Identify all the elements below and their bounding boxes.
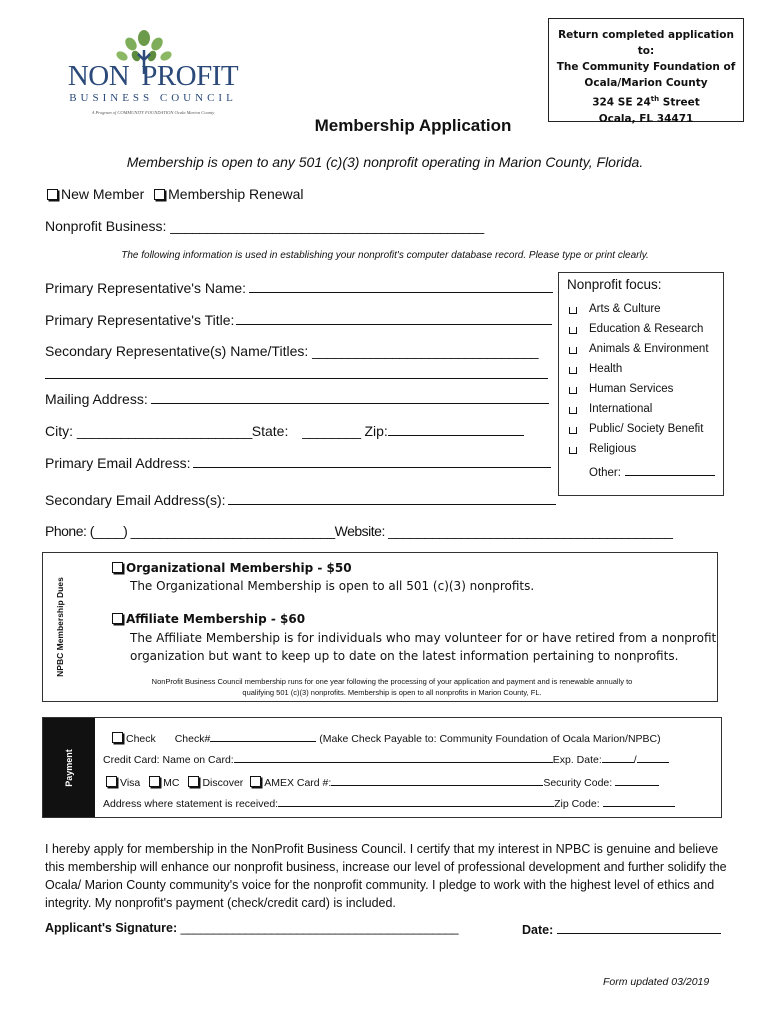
focus-checkbox[interactable] [569, 367, 577, 374]
card-type-row [106, 775, 659, 789]
focus-option[interactable]: Religious [569, 445, 577, 457]
logo-word-non: NON [67, 60, 130, 92]
focus-option[interactable]: Animals & Environment [569, 345, 577, 357]
mailing-address-label: Mailing Address: [45, 391, 148, 407]
mailing-address-row [45, 391, 549, 407]
statement-address-field[interactable] [278, 796, 554, 807]
affiliate-membership-title: Affiliate Membership - $60 [126, 612, 306, 626]
check-payable-note: (Make Check Payable to: Community Foundation of Ocala Marion/NPBC) [319, 733, 661, 745]
focus-checkbox[interactable] [569, 307, 577, 314]
logo-tagline: A Program of COMMUNITY FOUNDATION Ocala Marion County [91, 110, 215, 115]
zip-label: Zip: [364, 423, 388, 439]
mailing-address-field[interactable] [151, 391, 549, 404]
renewal-label: Membership Renewal [168, 186, 304, 202]
payment-side-bar [43, 718, 95, 817]
secondary-rep-row [45, 343, 538, 359]
mc-label: MC [163, 777, 180, 789]
security-code-field[interactable] [615, 775, 659, 786]
exp-year-field[interactable] [637, 752, 669, 763]
org-membership-desc: The Organizational Membership is open to all 501 (c)(3) nonprofits. [130, 579, 535, 593]
date-label: Date: [522, 923, 554, 937]
return-line-4: 324 SE 24th Street [592, 95, 700, 109]
statement-address-row [103, 796, 675, 810]
zip-code-label: Zip Code: [554, 798, 600, 810]
check-checkbox[interactable] [112, 732, 123, 743]
focus-option[interactable]: Arts & Culture [569, 305, 577, 317]
city-label: City: [45, 423, 73, 439]
visa-label: Visa [120, 777, 141, 789]
declaration-text: I hereby apply for membership in the NonProfit Business Council. I certify that my interest in NPBC is genuine and believe this membership will enhance our nonprofit business, increase our level of professional development and further solidify the Ocala/ Marion County community's voice for the nonprofit community. I pledge to work with the highest level of ethics and integrity. My nonprofit's payment (check/credit card) is included. [45, 842, 727, 910]
secondary-email-field[interactable] [228, 492, 556, 505]
signature-label: Applicant's Signature: [45, 921, 178, 935]
visa-checkbox[interactable] [106, 776, 117, 787]
focus-other-label: Other: [589, 467, 621, 479]
new-member-label: New Member [61, 186, 145, 202]
website-field[interactable]: Website: _______________________________________ [334, 523, 673, 539]
dues-side-label: NPBC Membership Dues [55, 577, 66, 677]
nonprofit-business-label: Nonprofit Business: [45, 218, 167, 234]
focus-option[interactable]: Human Services [569, 385, 577, 397]
nonprofit-focus-title: Nonprofit focus: [567, 277, 662, 292]
amex-label: AMEX Card #: [264, 777, 332, 789]
renewal-checkbox[interactable] [154, 189, 165, 200]
check-label: Check [126, 733, 156, 745]
primary-email-row [45, 455, 551, 471]
return-address-box [548, 18, 744, 125]
return-line-3: Ocala/Marion County [584, 77, 708, 89]
affiliate-membership-option[interactable] [112, 612, 305, 626]
affiliate-membership-desc-2: organization but want to keep up to date on the latest information pertaining to nonprofits. [130, 649, 679, 663]
dues-side-label-wrap [40, 553, 80, 701]
dues-note: NonProfit Business Council membership runs for one year following the processing of your application and payment and is renewable annually to qualifying 501 (c)(3) nonprofits. Membership is open to all nonprofits in Marion County, FL. [151, 677, 633, 697]
security-code-label: Security Code: [543, 777, 613, 789]
card-name-row: Credit Card: Name on Card: Exp. Date: / [103, 752, 669, 766]
exp-date-label: Exp. Date: [552, 754, 602, 766]
zip-field[interactable] [388, 423, 524, 436]
primary-email-label: Primary Email Address: [45, 455, 191, 471]
card-name-label: Credit Card: Name on Card: [103, 754, 234, 766]
nonprofit-business-row [45, 218, 484, 234]
focus-option[interactable]: Public/ Society Benefit [569, 425, 577, 437]
secondary-rep-label: Secondary Representative(s) Name/Titles: [45, 343, 309, 359]
new-member-checkbox[interactable] [47, 189, 58, 200]
secondary-rep-field[interactable]: _______________________________ [312, 343, 539, 359]
focus-checkbox[interactable] [569, 387, 577, 394]
statement-address-label: Address where statement is received: [103, 798, 279, 810]
page-title: Membership Application [314, 116, 512, 135]
state-field[interactable]: ________ [302, 423, 361, 439]
discover-label: Discover [202, 777, 244, 789]
logo-subtitle: BUSINESS COUNCIL [69, 92, 237, 104]
logo-word-profit: PROFIT [141, 60, 239, 92]
date-row [522, 921, 721, 937]
affiliate-membership-checkbox[interactable] [112, 613, 123, 624]
secondary-rep-extra-line[interactable] [45, 366, 548, 379]
org-membership-title: Organizational Membership - $50 [126, 561, 352, 575]
focus-option[interactable]: Health [569, 365, 577, 377]
city-field[interactable]: ________________________ [76, 423, 252, 439]
org-membership-checkbox[interactable] [112, 562, 123, 573]
primary-email-field[interactable] [193, 455, 551, 468]
return-line-2: The Community Foundation of [556, 61, 736, 73]
nonprofit-business-field[interactable]: ___________________________________________ [170, 218, 484, 234]
return-line-5: Ocala, FL 34471 [598, 112, 694, 125]
state-label: State: [251, 423, 289, 439]
focus-checkbox[interactable] [569, 447, 577, 454]
phone-field[interactable]: Phone: (____) ____________________________ [45, 523, 335, 539]
primary-rep-title-field[interactable] [236, 312, 552, 325]
primary-rep-title-row [45, 312, 552, 328]
focus-checkbox[interactable] [569, 327, 577, 334]
check-number-label: Check# [174, 733, 211, 745]
primary-rep-name-row [45, 280, 553, 296]
intro-text: Membership is open to any 501 (c)(3) nonprofit operating in Marion County, Florida. [126, 154, 644, 170]
check-number-field[interactable] [210, 731, 316, 742]
amex-checkbox[interactable] [250, 776, 261, 787]
info-note: The following information is used in establishing your nonprofit's computer database record. Please type or print clearly. [121, 250, 649, 261]
return-line-1: Return completed application to: [558, 29, 734, 57]
focus-checkbox[interactable] [569, 427, 577, 434]
secondary-email-label: Secondary Email Address(s): [45, 492, 226, 508]
check-row [112, 731, 661, 745]
card-number-field[interactable] [331, 775, 543, 786]
focus-checkbox[interactable] [569, 347, 577, 354]
focus-option[interactable]: International [569, 405, 577, 417]
nonprofit-focus-box [558, 272, 724, 496]
affiliate-membership-desc-1: The Affiliate Membership is for individuals who may volunteer for or have retired from a nonprofit [130, 631, 717, 645]
nonprofit-business-council-logo [62, 30, 244, 122]
focus-other-row [589, 463, 715, 479]
member-type-options [47, 186, 304, 202]
signature-row [45, 921, 458, 935]
primary-rep-name-label: Primary Representative's Name: [45, 280, 247, 296]
signature-field[interactable]: ___________________________________________ [180, 921, 459, 935]
form-updated-note: Form updated 03/2019 [603, 976, 710, 988]
focus-option[interactable]: Education & Research [569, 325, 577, 337]
zip-code-field[interactable] [603, 796, 675, 807]
date-field[interactable] [557, 921, 721, 934]
card-name-field[interactable] [234, 752, 553, 763]
focus-other-field[interactable] [625, 463, 715, 476]
focus-checkbox[interactable] [569, 407, 577, 414]
exp-month-field[interactable] [602, 752, 634, 763]
primary-rep-title-label: Primary Representative's Title: [45, 312, 235, 328]
org-membership-option[interactable] [112, 561, 352, 575]
secondary-email-row [45, 492, 556, 508]
discover-checkbox[interactable] [188, 776, 199, 787]
mc-checkbox[interactable] [149, 776, 160, 787]
primary-rep-name-field[interactable] [249, 280, 553, 293]
payment-side-label: Payment [64, 748, 74, 787]
city-state-zip-row [45, 423, 524, 439]
phone-website-row [45, 523, 672, 539]
